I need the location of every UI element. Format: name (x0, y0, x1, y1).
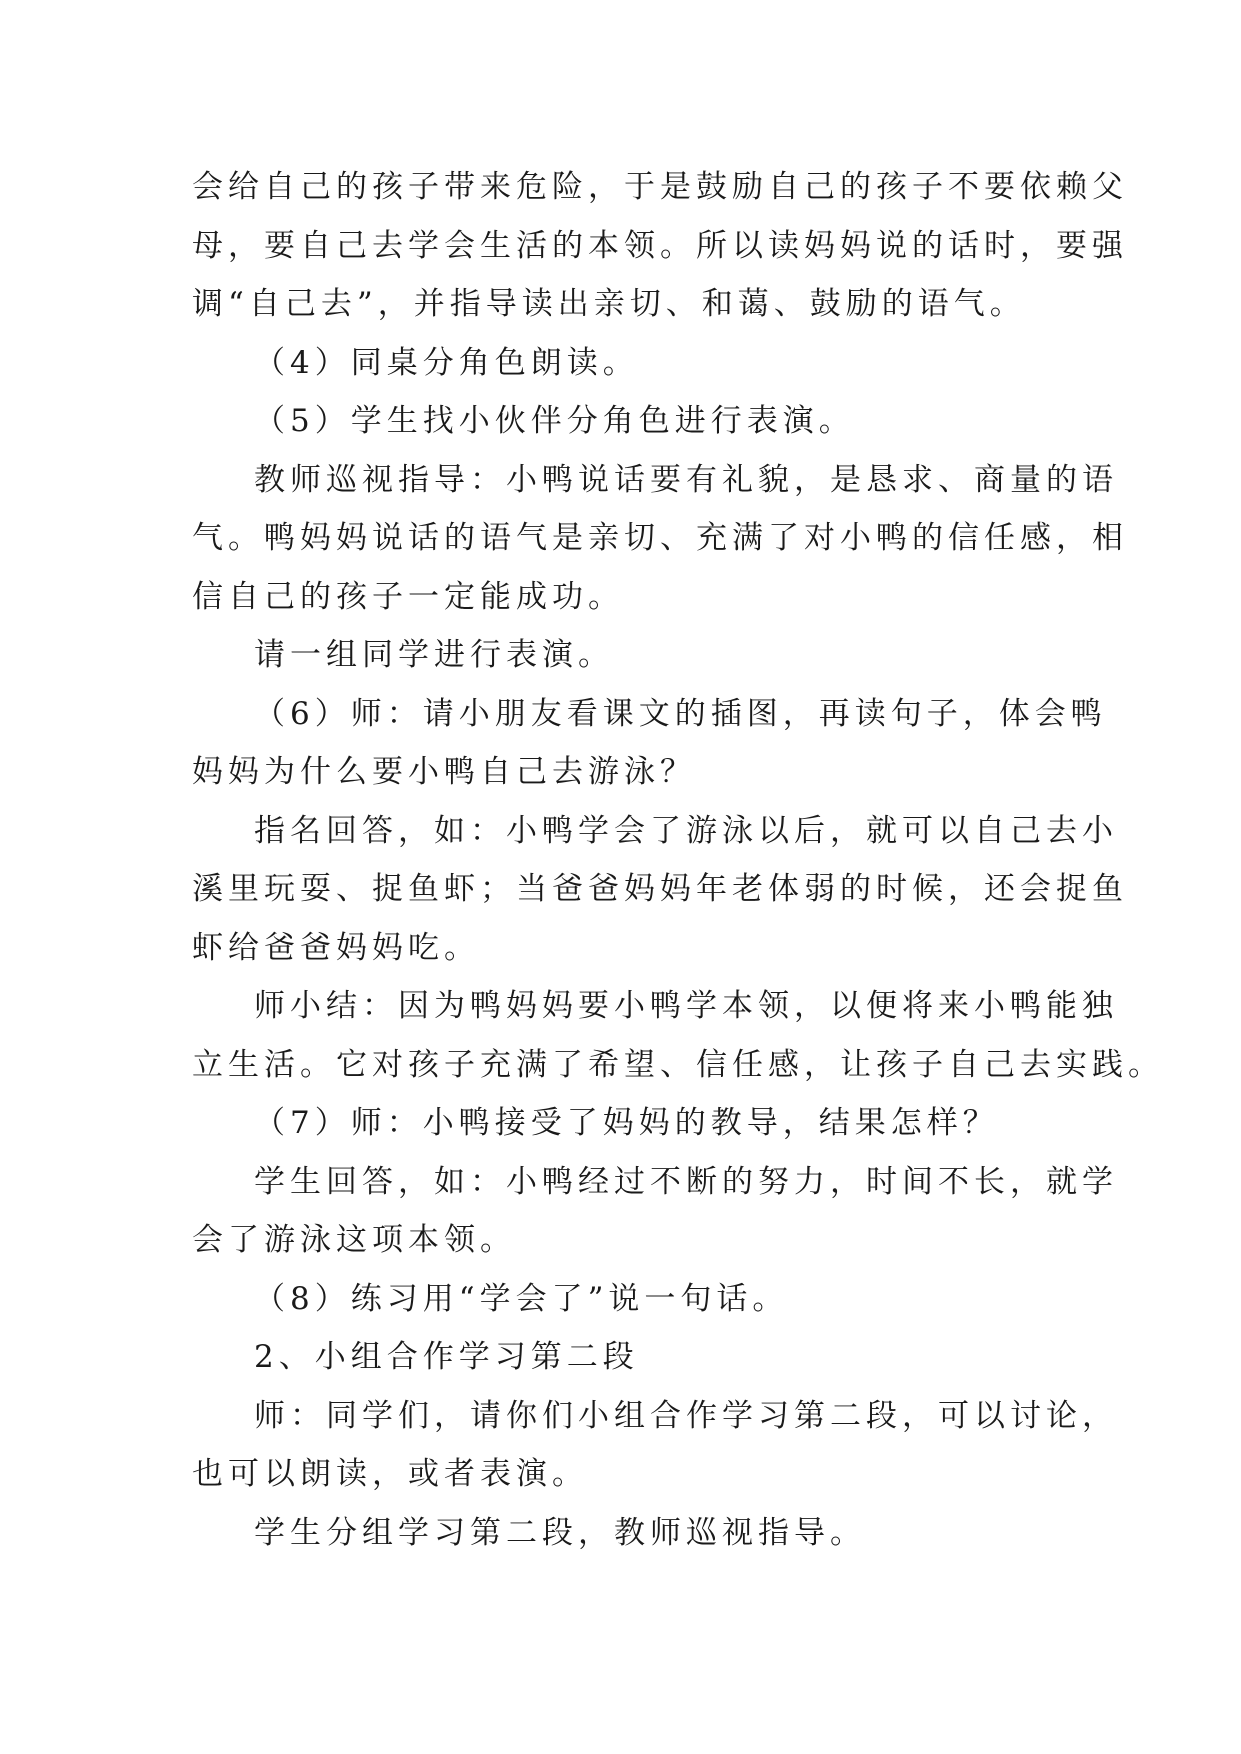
paragraph-2 (192, 334, 1062, 393)
text-line: 溪里玩耍、捉鱼虾；当爸爸妈妈年老体弱的时候，还会捉鱼 (192, 871, 1128, 907)
paragraph-9 (192, 1094, 1062, 1153)
text-line: 会了游泳这项本领。 (192, 1222, 516, 1258)
paragraph-11 (192, 1270, 1062, 1329)
paragraph-3 (192, 392, 1062, 451)
text-line: 气。鸭妈妈说话的语气是亲切、充满了对小鸭的信任感，相 (192, 520, 1128, 556)
paragraph-1 (192, 158, 1128, 334)
paragraph-13 (192, 1387, 1118, 1504)
text-line: 师小结：因为鸭妈妈要小鸭学本领，以便将来小鸭能独 (254, 988, 1118, 1024)
text-line: 学生分组学习第二段，教师巡视指导。 (254, 1514, 866, 1551)
text-line: 母，要自己去学会生活的本领。所以读妈妈说的话时，要强 (192, 227, 1128, 264)
text-line: （6）师：请小朋友看课文的插图，再读句子，体会鸭 (254, 695, 1107, 732)
paragraph-8 (192, 977, 1164, 1094)
paragraph-4 (192, 451, 1128, 627)
text-line: 妈妈为什么要小鸭自己去游泳？ (192, 754, 696, 790)
text-line: 虾给爸爸妈妈吃。 (192, 929, 480, 966)
text-line: 也可以朗读，或者表演。 (192, 1456, 588, 1492)
text-line: 指名回答，如：小鸭学会了游泳以后，就可以自己去小 (254, 812, 1118, 849)
text-line: 学生回答，如：小鸭经过不断的努力，时间不长，就学 (254, 1163, 1118, 1200)
text-line: 请一组同学进行表演。 (254, 637, 614, 673)
text-line: 立生活。它对孩子充满了希望、信任感，让孩子自己去实践。 (192, 1046, 1164, 1083)
text-line: 教师巡视指导：小鸭说话要有礼貌，是恳求、商量的语 (254, 461, 1118, 498)
document-body (192, 158, 1164, 1562)
text-line: 2、小组合作学习第二段 (254, 1339, 639, 1375)
paragraph-5 (192, 626, 1062, 685)
paragraph-12 (192, 1328, 1062, 1387)
text-line: （5）学生找小伙伴分角色进行表演。 (254, 403, 855, 439)
text-line: 调“自己去”，并指导读出亲切、和蔼、鼓励的语气。 (192, 286, 1026, 322)
paragraph-6 (192, 685, 1107, 802)
text-line: 师：同学们，请你们小组合作学习第二段，可以讨论， (254, 1397, 1118, 1434)
text-line: （4）同桌分角色朗读。 (254, 344, 639, 381)
text-line: （8）练习用“学会了”说一句话。 (254, 1280, 789, 1317)
text-line: 信自己的孩子一定能成功。 (192, 578, 624, 615)
text-line: （7）师：小鸭接受了妈妈的教导，结果怎样？ (254, 1105, 999, 1141)
paragraph-10 (192, 1153, 1118, 1270)
paragraph-14 (192, 1504, 1062, 1563)
paragraph-7 (192, 802, 1128, 978)
text-line: 会给自己的孩子带来危险，于是鼓励自己的孩子不要依赖父 (192, 169, 1128, 205)
